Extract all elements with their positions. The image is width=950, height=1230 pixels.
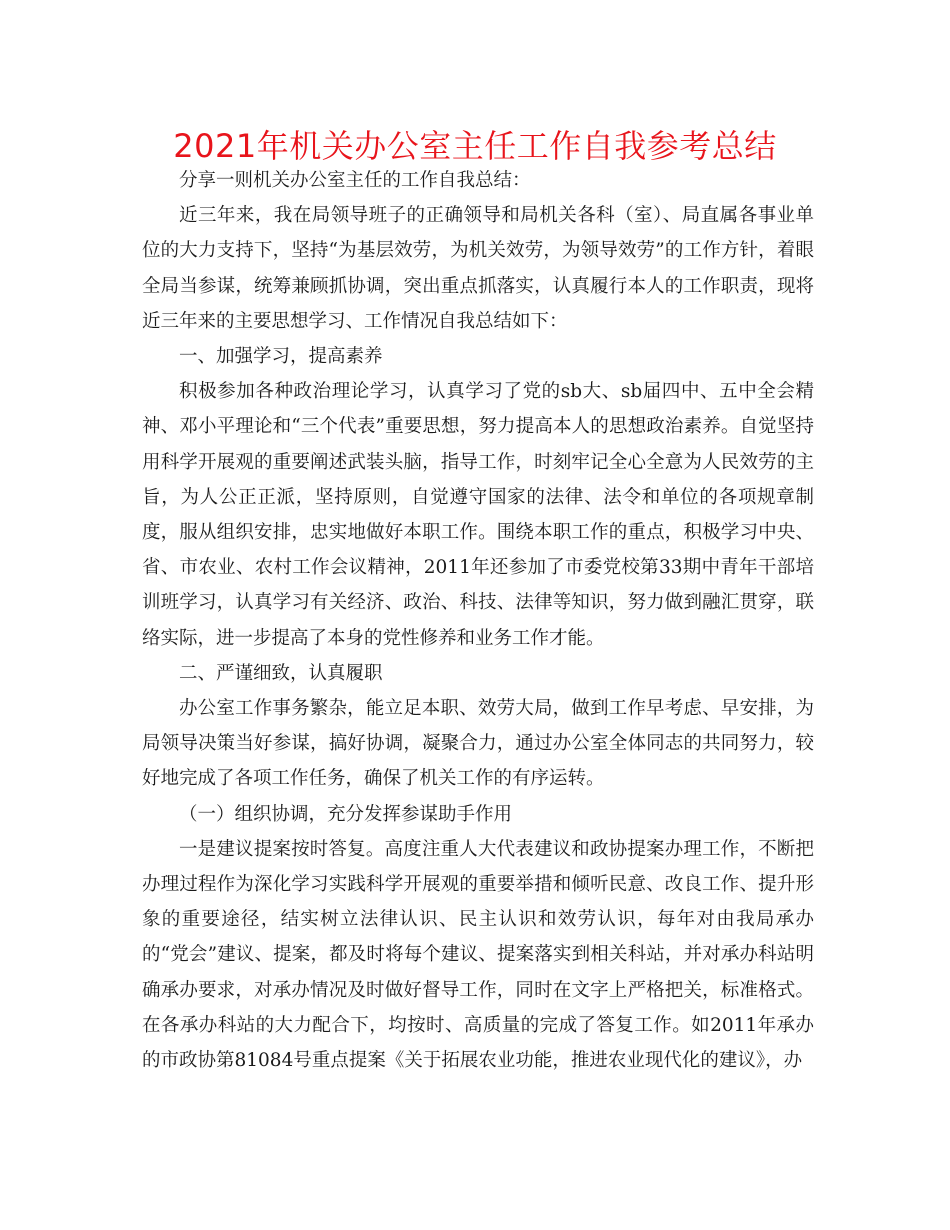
section-heading-2: 二、严谨细致，认真履职 [179, 662, 383, 684]
document-body [142, 163, 814, 1078]
document-title: 2021年机关办公室主任工作自我参考总结 [173, 127, 777, 165]
subsection-heading-1: （一）组织协调，充分发挥参谋助手作用 [179, 803, 513, 825]
section-heading-1: 一、加强学习，提高素养 [179, 346, 383, 368]
paragraph-proposals: 一是建议提案按时答复。高度注重人大代表建议和政协提案办理工作，不断把办理过程作为深化学习实践科学开展观的重要举措和倾听民意、改良工作、提升形象的重要途径，结实树立法律认识、民主认识和效劳认识，每年对由我局承办的“党会”建议、提案，都及时将每个建议、提案落实到相关科站，并对承办科站明确承办要求，对承办情况及时做好督导工作，同时在文字上严格把关，标准格式。在各承办科站的大力配合下，均按时、高质量的完成了答复工作。如2011年承办的市政协第81084号重点提案《关于拓展农业功能，推进农业现代化的建议》，办 [142, 838, 814, 1072]
paragraph-duty: 办公室工作事务繁杂，能立足本职、效劳大局，做到工作早考虑、早安排，为局领导决策当好参谋，搞好协调，凝聚合力，通过办公室全体同志的共同努力，较好地完成了各项工作任务，确保了机关工作的有序运转。 [142, 698, 814, 790]
paragraph-overview: 近三年来，我在局领导班子的正确领导和局机关各科（室）、局直属各事业单位的大力支持下，坚持“为基层效劳，为机关效劳，为领导效劳”的工作方针，着眼全局当参谋，统筹兼顾抓协调，突出重点抓落实，认真履行本人的工作职责，现将近三年来的主要思想学习、工作情况自我总结如下： [142, 205, 814, 332]
paragraph-study: 积极参加各种政治理论学习，认真学习了党的sb大、sb届四中、五中全会精神、邓小平理论和“三个代表”重要思想，努力提高本人的思想政治素养。自觉坚持用科学开展观的重要阐述武装头脑，指导工作，时刻牢记全心全意为人民效劳的主旨，为人公正正派，坚持原则，自觉遵守国家的法律、法令和单位的各项规章制度，服从组织安排，忠实地做好本职工作。围绕本职工作的重点，积极学习中央、省、市农业、农村工作会议精神，2011年还参加了市委党校第33期中青年干部培训班学习，认真学习有关经济、政治、科技、法律等知识，努力做到融汇贯穿，联络实际，进一步提高了本身的党性修养和业务工作才能。 [142, 381, 814, 649]
paragraph-intro: 分享一则机关办公室主任的工作自我总结： [179, 170, 531, 191]
